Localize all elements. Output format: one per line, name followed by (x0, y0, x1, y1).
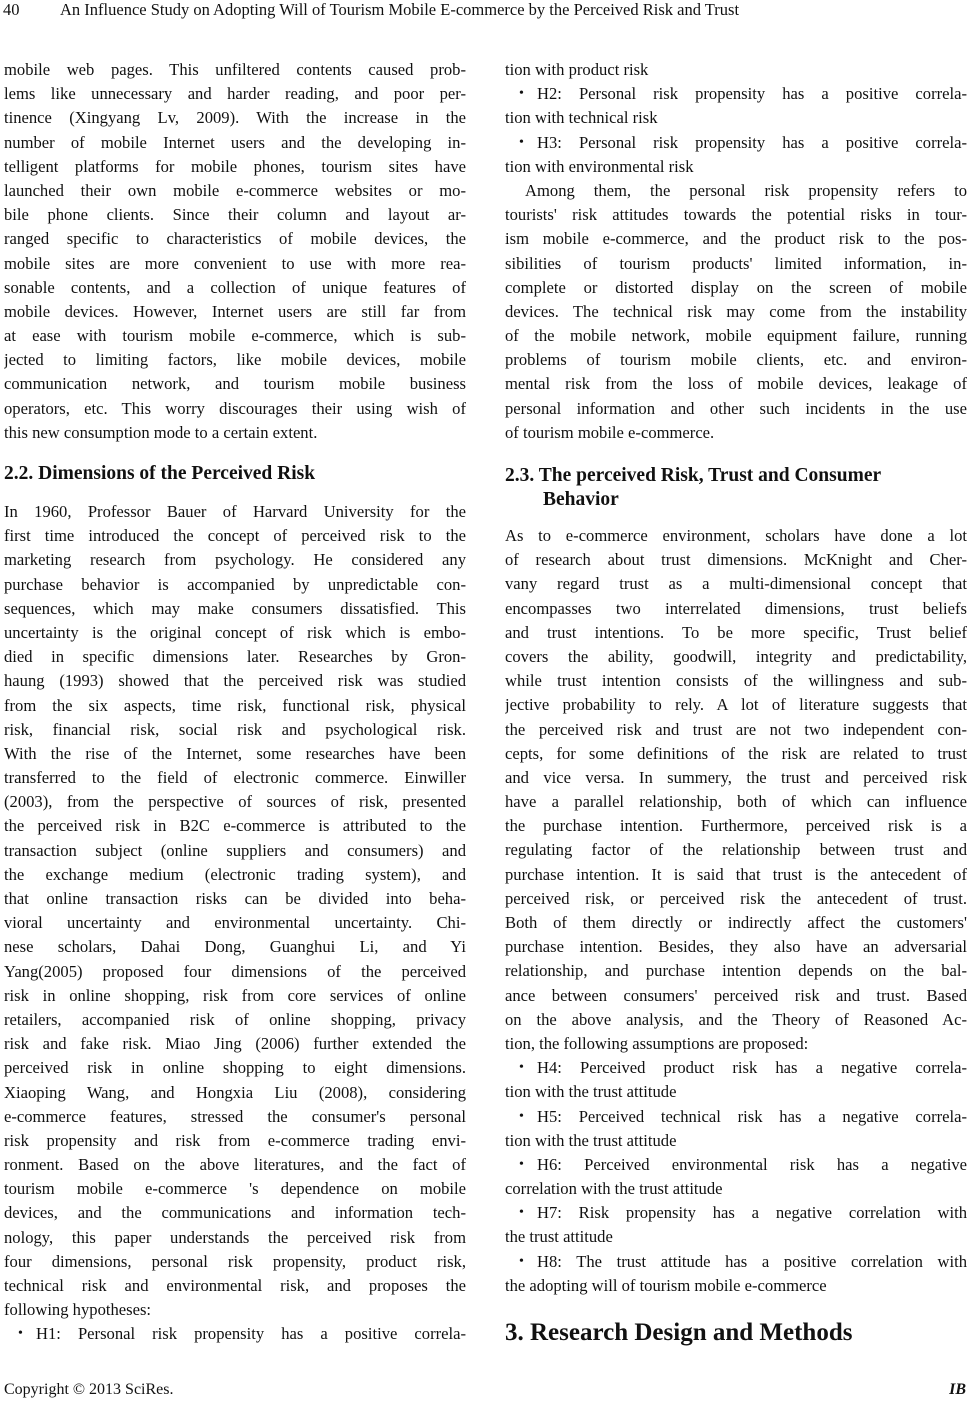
text-line: mobile sites are more convenient to use with more rea- (4, 253, 466, 273)
hypothesis-h2-continued: tion with technical risk (505, 108, 658, 128)
text-line: technical risk and environmental risk, and proposes the (4, 1276, 466, 1295)
hypothesis-h7-continued: the trust attitude (505, 1227, 613, 1247)
text-line: number of mobile Internet users and the developing in- (4, 132, 466, 152)
text-line: Xiaoping Wang, and Hongxia Liu (2008), considering (4, 1082, 466, 1102)
right-column (505, 58, 967, 1348)
paragraph (4, 500, 466, 1322)
text-line: risk in online shopping, risk from core services of online (4, 985, 466, 1005)
text-line: ism mobile e-commerce, and the product risk to the pos- (505, 229, 967, 249)
heading-line: 2.3. The perceived Risk, Trust and Consumer (505, 465, 882, 486)
hypothesis-h7: • H7: Risk propensity has a negative correlation with (505, 1201, 967, 1225)
hypothesis-h3: • H3: Personal risk propensity has a positive correla- (505, 131, 967, 155)
text-line: relationship, and purchase intention depends on the bal- (505, 961, 967, 981)
running-title: An Influence Study on Adopting Will of Tourism Mobile E-commerce by the Perceived Risk and Trust (60, 0, 740, 19)
journal-abbreviation: IB (949, 1381, 966, 1398)
text-line: haung (1993) showed that the perceived risk was studied (4, 671, 466, 691)
hypothesis-h4: • H4: Perceived product risk has a negative correla- (505, 1056, 967, 1080)
hypothesis-h4-continued: tion with the trust attitude (505, 1082, 677, 1102)
heading-line: Behavior (543, 489, 619, 510)
text-line: the exchange medium (electronic trading system), and (4, 864, 466, 884)
text-line: marketing research from psychology. He considered any (4, 550, 466, 570)
text-line: As to e-commerce environment, scholars have done a lot (505, 526, 967, 545)
text-line: telligent platforms for mobile phones, tourism sites have (4, 156, 466, 176)
text-line: the purchase intention. Furthermore, perceived risk is a (505, 816, 967, 836)
hypothesis-h1: • H1: Personal risk propensity has a positive correla- (4, 1322, 466, 1346)
text-line: of research about trust dimensions. McKnight and Cher- (505, 550, 967, 570)
hypothesis-h6-continued: correlation with the trust attitude (505, 1179, 723, 1199)
text-line: purchase behavior is accompanied by unpredictable con- (4, 574, 466, 594)
text-line: have a parallel relationship, both of which can influence (505, 792, 967, 812)
text-line: tourism mobile e-commerce 's dependence on mobile (4, 1179, 466, 1199)
text-line: this new consumption mode to a certain extent. (4, 422, 318, 442)
text-line: Among them, the personal risk propensity refers to (525, 180, 967, 200)
text-line: first time introduced the concept of perceived risk to the (4, 526, 466, 546)
text-line: the perceived risk and trust are not two independent con- (505, 719, 967, 739)
text-line: transaction subject (online suppliers and consumers) and (4, 840, 466, 860)
text-line: regulating factor of the relationship between trust and (505, 840, 967, 860)
text-line: ance between consumers' perceived risk and trust. Based (505, 985, 967, 1005)
text-line: vany regard trust as a multi-dimensional concept that (505, 574, 967, 594)
text-line: complete or distorted display on the screen of mobile (505, 277, 967, 297)
text-line: died in specific dimensions later. Researches by Gron- (4, 647, 466, 667)
text-line: ranged specific to characteristics of mobile devices, the (4, 229, 466, 249)
copyright-notice: Copyright © 2013 SciRes. (4, 1381, 174, 1398)
page-header (0, 0, 969, 24)
hypothesis-h1-continued: tion with product risk (505, 60, 649, 79)
text-line: operators, etc. This worry discourages their using wish of (4, 398, 466, 418)
text-line: (2003), from the perspective of sources of risk, presented (4, 792, 466, 812)
text-line: problems of tourism mobile clients, etc. and environ- (505, 350, 967, 370)
text-line: lems like unnecessary and harder reading, and poor per- (4, 84, 466, 104)
section-heading-2-3 (505, 464, 967, 512)
text-line: bile phone clients. Since their column and layout ar- (4, 205, 466, 225)
section-heading-2-2: 2.2. Dimensions of the Perceived Risk (4, 463, 316, 484)
text-line: tinence (Xingyang Lv, 2009). With the increase in the (4, 108, 466, 128)
text-line: of tourism mobile e-commerce. (505, 422, 715, 442)
text-line: and trust intentions. To be more specific, Trust belief (505, 622, 967, 642)
text-line: four dimensions, personal risk propensity, product risk, (4, 1251, 466, 1271)
hypothesis-h5-continued: tion with the trust attitude (505, 1130, 677, 1150)
text-line: and vice versa. In summery, the trust and perceived risk (505, 767, 967, 787)
text-line: covers the ability, goodwill, integrity and predictability, (505, 646, 967, 666)
text-line: uncertainty is the original concept of risk which is embo- (4, 622, 466, 642)
text-line: following hypotheses: (4, 1300, 152, 1320)
text-line: purchase intention. Besides, they also have an adversarial (505, 937, 967, 957)
text-line: jective probability to rely. A lot of literature suggests that (505, 695, 967, 715)
text-line: while trust intention consists of the willingness and sub- (505, 671, 967, 691)
text-line: devices. The technical risk may come from the instability (505, 301, 967, 321)
hypothesis-h2: • H2: Personal risk propensity has a positive correla- (505, 82, 967, 106)
text-line: Yang(2005) proposed four dimensions of the perceived (4, 961, 466, 981)
text-line: launched their own mobile e-commerce websites or mo- (4, 180, 466, 200)
text-line: the perceived risk in B2C e-commerce is attributed to the (4, 816, 466, 836)
hypothesis-h3-continued: tion with environmental risk (505, 156, 694, 176)
text-line: nology, this paper understands the perceived risk from (4, 1227, 466, 1247)
text-line: perceived risk, or perceived risk the antecedent of trust. (505, 888, 967, 908)
text-line: Both of them directly or indirectly affect the customers' (505, 913, 967, 932)
text-line: at ease with tourism mobile e-commerce, which is sub- (4, 326, 466, 346)
hypothesis-h6: • H6: Perceived environmental risk has a negative (505, 1153, 967, 1177)
text-line: on the above analysis, and the Theory of Reasoned Ac- (505, 1009, 967, 1029)
text-line: risk and fake risk. Miao Jing (2006) further extended the (4, 1034, 466, 1054)
text-line: mobile web pages. This unfiltered contents caused prob- (4, 60, 466, 79)
text-line: tion, the following assumptions are proposed: (505, 1033, 809, 1053)
text-line: risk propensity and risk from e-commerce trading envi- (4, 1130, 466, 1150)
text-line: retailers, accompanied risk of online shopping, privacy (4, 1009, 466, 1029)
text-line: cepts, for some definitions of the risk are related to trust (505, 743, 967, 763)
text-line: sibilities of tourism products' limited information, in- (505, 253, 967, 273)
text-line: devices, and the communications and information tech- (4, 1203, 466, 1223)
text-line: personal information and other such incidents in the use (505, 398, 967, 418)
left-column (4, 58, 466, 1347)
text-line: perceived risk in online shopping to eight dimensions. (4, 1058, 466, 1078)
text-line: from the six aspects, time risk, functional risk, physical (4, 695, 466, 715)
text-line: transferred to the field of electronic commerce. Einwiller (4, 768, 466, 788)
text-line: encompasses two interrelated dimensions, trust beliefs (505, 598, 967, 618)
text-line: mobile devices. However, Internet users are still far from (4, 301, 466, 321)
text-line: of the mobile network, mobile equipment failure, running (505, 326, 967, 346)
text-line: e-commerce features, stressed the consumer's personal (4, 1106, 466, 1126)
text-line: that online transaction risks can be divided into beha- (4, 889, 466, 908)
paragraph (4, 58, 466, 445)
text-line: purchase intention. It is said that trust is the antecedent of (505, 864, 967, 884)
text-line: jected to limiting factors, like mobile devices, mobile (4, 350, 466, 370)
text-line: With the rise of the Internet, some researches have been (4, 743, 466, 763)
text-line: sonable contents, and a collection of unique features of (4, 277, 466, 297)
text-line: In 1960, Professor Bauer of Harvard University for the (4, 502, 466, 521)
text-line: sequences, which may make consumers dissatisfied. This (4, 598, 466, 618)
text-line: tourists' risk attitudes towards the potential risks in tour- (505, 205, 967, 225)
text-line: nese scholars, Dahai Dong, Guanghui Li, and Yi (4, 937, 466, 957)
section-heading-3: 3. Research Design and Methods (505, 1319, 853, 1346)
page-number: 40 (3, 0, 20, 19)
text-line: ronment. Based on the above literatures, and the fact of (4, 1155, 466, 1175)
text-line: mental risk from the loss of mobile devices, leakage of (505, 374, 967, 394)
hypothesis-h5: • H5: Perceived technical risk has a negative correla- (505, 1105, 967, 1129)
hypothesis-h8-continued: the adopting will of tourism mobile e-commerce (505, 1275, 827, 1295)
text-line: vioral uncertainty and environmental uncertainty. Chi- (4, 913, 466, 933)
text-line: risk, financial risk, social risk and psychological risk. (4, 719, 466, 739)
hypothesis-h8: • H8: The trust attitude has a positive correlation with (505, 1250, 967, 1274)
paragraph (505, 524, 967, 1056)
paragraph (505, 179, 967, 445)
text-line: communication network, and tourism mobile business (4, 374, 466, 394)
